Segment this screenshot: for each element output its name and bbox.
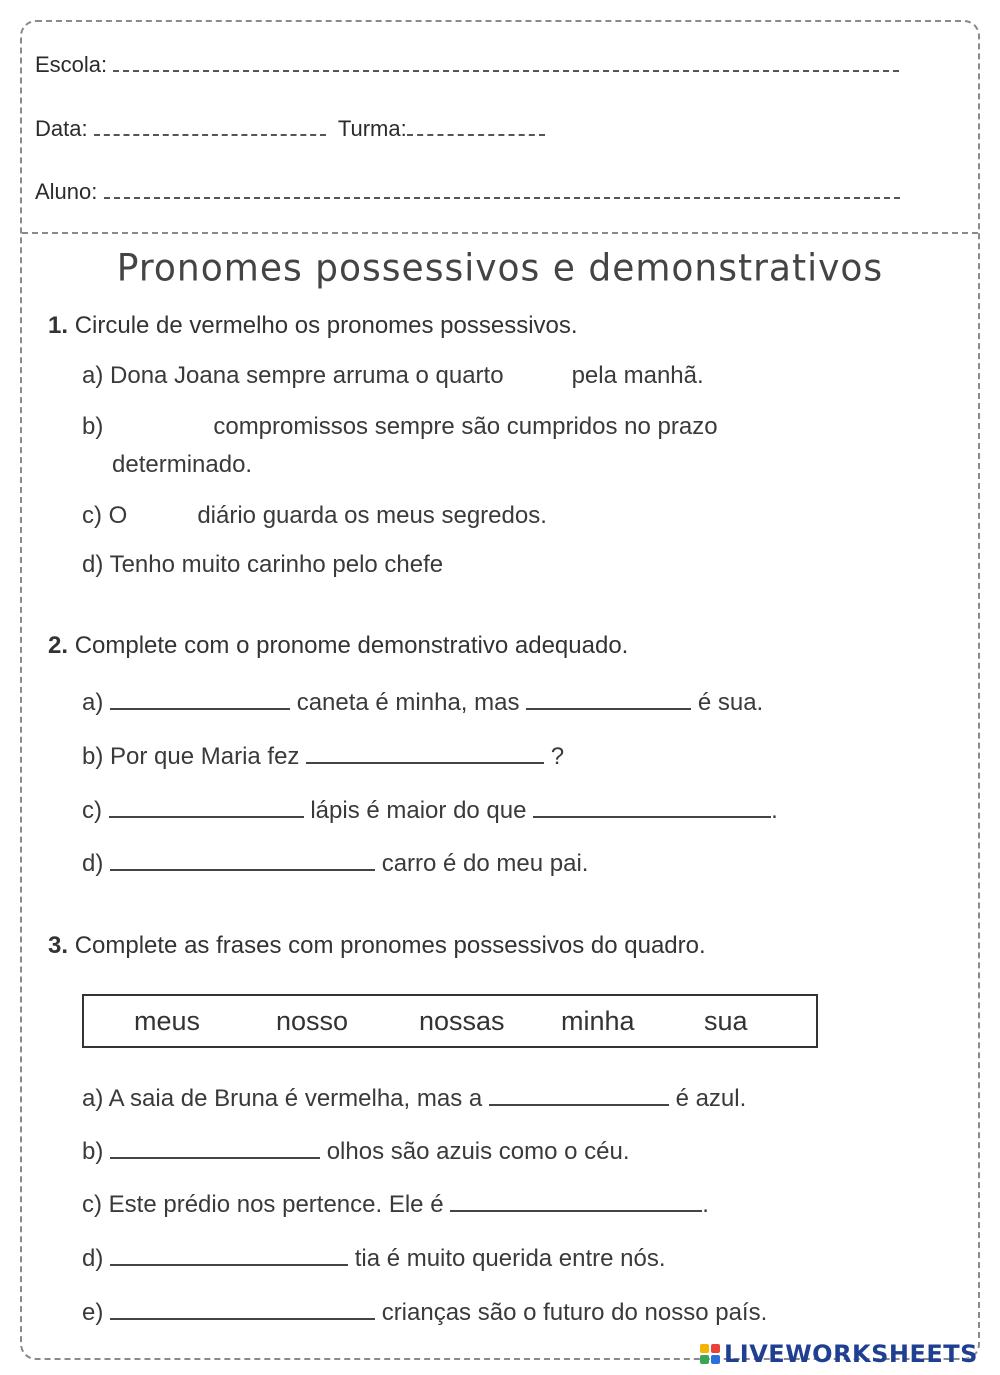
q2-b-blank[interactable] xyxy=(306,742,544,764)
question-3 xyxy=(48,932,706,960)
q2-item-a xyxy=(82,688,763,717)
liveworksheets-logo xyxy=(700,1340,978,1368)
q2-a-label: a) xyxy=(82,689,104,716)
logo-square xyxy=(711,1355,720,1364)
q3-item-a xyxy=(82,1084,746,1113)
q3-d-end: tia é muito querida entre nós. xyxy=(354,1245,666,1272)
liveworksheets-icon xyxy=(700,1344,720,1364)
logo-square xyxy=(700,1344,709,1353)
q2-c-middle: lápis é maior do que xyxy=(310,797,527,824)
question-1 xyxy=(48,312,578,340)
q3-d-label: d) xyxy=(82,1245,104,1272)
q2-item-d xyxy=(82,849,588,878)
word-bank-box xyxy=(82,994,818,1048)
q3-b-blank[interactable] xyxy=(110,1137,320,1159)
q3-b-label: b) xyxy=(82,1138,104,1165)
q2-d-end: carro é do meu pai. xyxy=(381,850,589,877)
turma-label: Turma: xyxy=(337,116,407,141)
q1-a-text: a) Dona Joana sempre arruma o quarto xyxy=(82,362,504,389)
q2-a-middle: caneta é minha, mas xyxy=(296,689,520,716)
q3-e-blank[interactable] xyxy=(110,1298,375,1320)
q2-d-label: d) xyxy=(82,850,104,877)
turma-line[interactable] xyxy=(407,120,545,136)
q2-item-c xyxy=(82,796,778,825)
q3-c-end: . xyxy=(702,1191,709,1218)
q1-c-label: c) O xyxy=(82,502,128,529)
question-2-text: Complete com o pronome demonstrativo adequado. xyxy=(74,632,629,659)
q3-b-end: olhos são azuis como o céu. xyxy=(326,1138,630,1165)
escola-field xyxy=(35,52,899,78)
q3-a-end: é azul. xyxy=(675,1085,747,1112)
q1-a-text-end: pela manhã. xyxy=(571,362,704,389)
page-title: Pronomes possessivos e demonstrativos xyxy=(116,246,884,291)
q3-item-e xyxy=(82,1298,767,1327)
header-separator xyxy=(22,232,978,234)
q1-item-b xyxy=(82,413,718,441)
q2-c-blank-1[interactable] xyxy=(109,796,304,818)
logo-square xyxy=(700,1355,709,1364)
q1-b-continuation: determinado. xyxy=(112,451,253,478)
q1-item-a xyxy=(82,362,704,390)
q2-c-label: c) xyxy=(82,797,102,824)
aluno-label: Aluno: xyxy=(35,179,98,204)
data-line[interactable] xyxy=(94,120,326,136)
q3-d-blank[interactable] xyxy=(110,1244,348,1266)
question-3-number: 3. xyxy=(48,932,69,959)
q2-item-b xyxy=(82,742,564,771)
aluno-field xyxy=(35,179,900,205)
q3-e-label: e) xyxy=(82,1299,104,1326)
q2-a-blank-1[interactable] xyxy=(110,688,290,710)
q2-a-end: é sua. xyxy=(697,689,764,716)
word-bank-item: nossas xyxy=(419,1006,505,1036)
q2-b-text: b) Por que Maria fez xyxy=(82,743,300,770)
q2-c-end: . xyxy=(771,797,778,824)
data-field xyxy=(35,116,545,142)
brand-name: LIVEWORKSHEETS xyxy=(724,1340,978,1368)
question-2-number: 2. xyxy=(48,632,69,659)
q3-c-blank[interactable] xyxy=(450,1190,702,1212)
word-bank-item: minha xyxy=(561,1006,635,1036)
q2-a-blank-2[interactable] xyxy=(526,688,691,710)
q2-c-blank-2[interactable] xyxy=(533,796,771,818)
question-2 xyxy=(48,632,628,660)
q1-item-c xyxy=(82,502,547,530)
aluno-line[interactable] xyxy=(104,183,900,199)
question-3-text: Complete as frases com pronomes possessivos do quadro. xyxy=(74,932,706,959)
data-label: Data: xyxy=(35,116,88,141)
word-bank-item: meus xyxy=(134,1006,201,1036)
q3-item-d xyxy=(82,1244,666,1273)
escola-line[interactable] xyxy=(113,56,899,72)
q3-a-blank[interactable] xyxy=(489,1084,669,1106)
q2-d-blank[interactable] xyxy=(110,849,375,871)
logo-square xyxy=(711,1344,720,1353)
escola-label: Escola: xyxy=(35,52,108,77)
q3-e-end: crianças são o futuro do nosso país. xyxy=(381,1299,768,1326)
q3-c-text: c) Este prédio nos pertence. Ele é xyxy=(82,1191,444,1218)
question-1-number: 1. xyxy=(48,312,69,339)
word-bank-item: nosso xyxy=(276,1006,349,1036)
question-1-text: Circule de vermelho os pronomes possessivos. xyxy=(74,312,578,339)
word-bank-item: sua xyxy=(704,1006,748,1036)
q2-b-end: ? xyxy=(550,743,565,770)
q1-item-d: d) Tenho muito carinho pelo chefe xyxy=(82,551,444,578)
q1-b-text: compromissos sempre são cumpridos no prazo xyxy=(213,413,718,440)
q1-b-label: b) xyxy=(82,413,104,440)
q3-item-b xyxy=(82,1137,630,1166)
q3-item-c xyxy=(82,1190,709,1219)
q1-c-text: diário guarda os meus segredos. xyxy=(197,502,547,529)
q3-a-text: a) A saia de Bruna é vermelha, mas a xyxy=(82,1085,483,1112)
